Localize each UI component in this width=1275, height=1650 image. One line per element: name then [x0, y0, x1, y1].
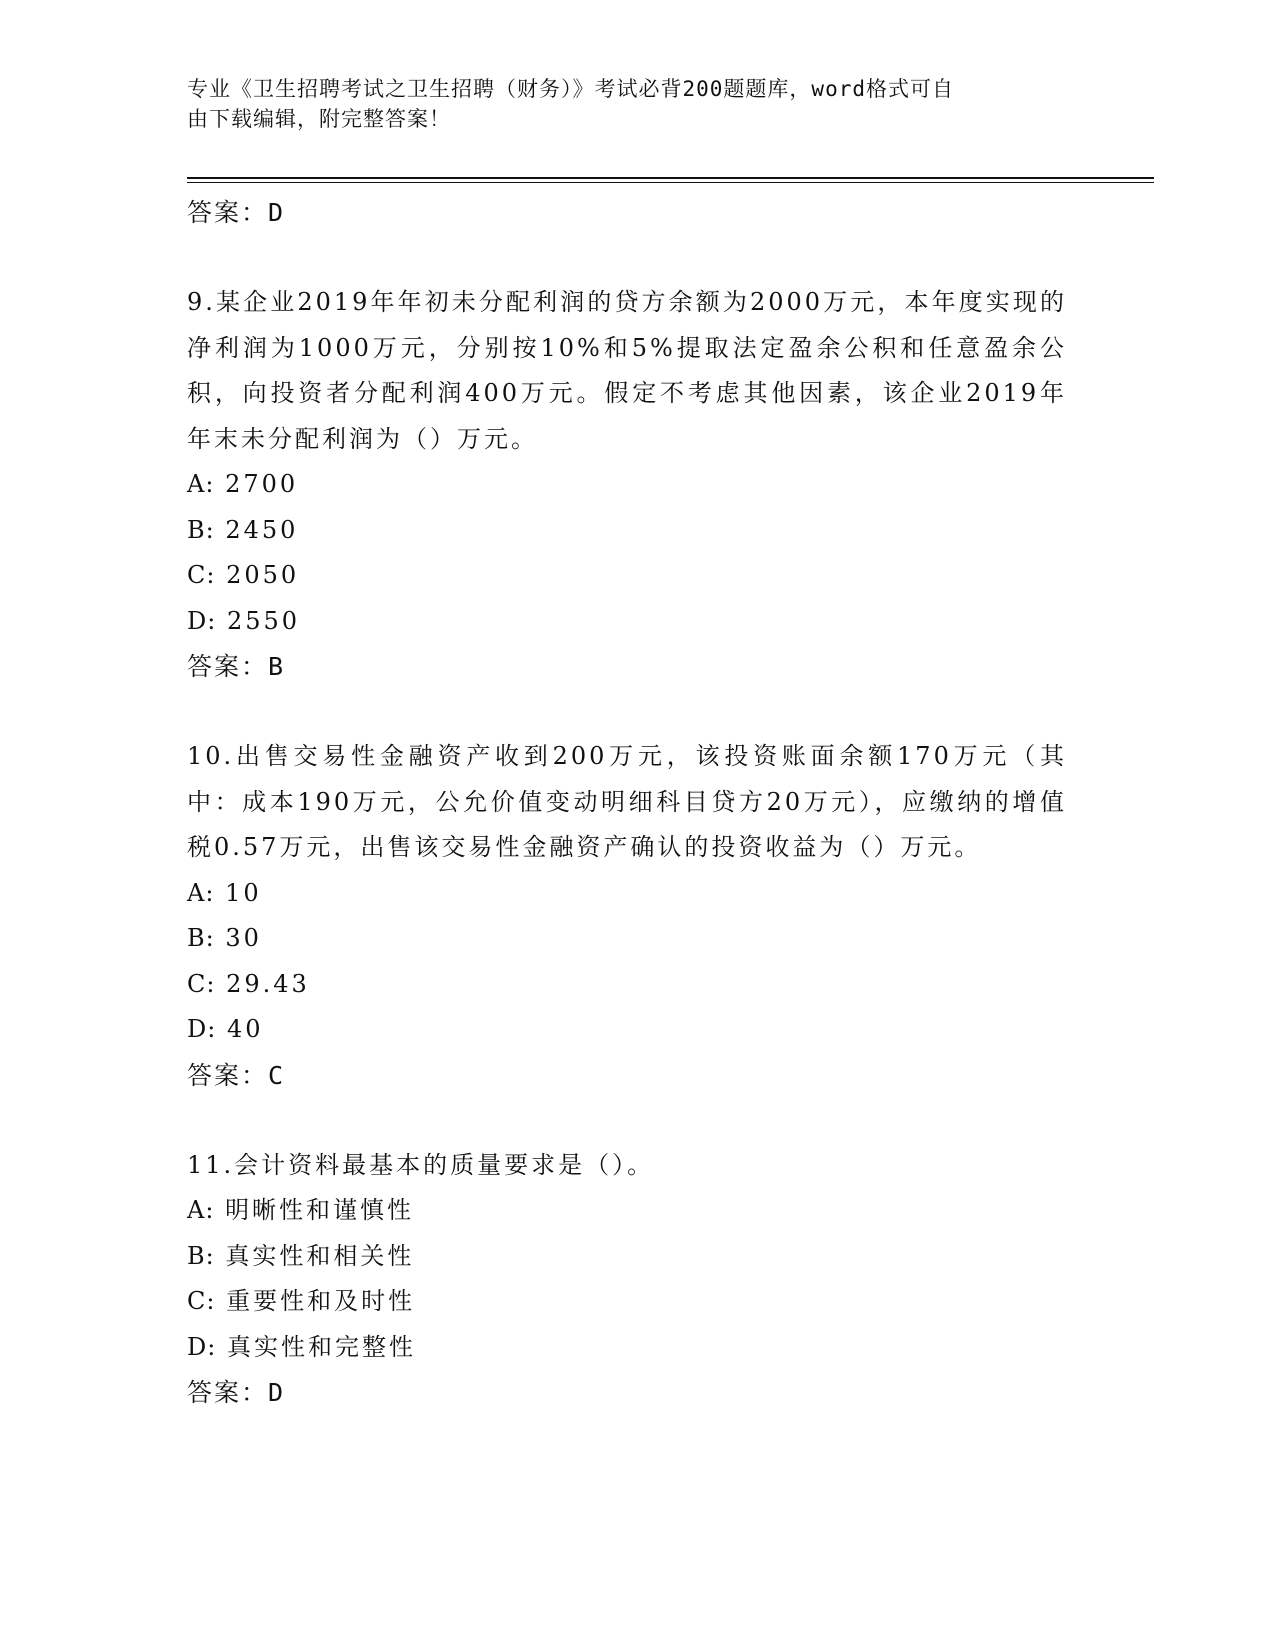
- option-letter: A:: [187, 1196, 215, 1224]
- answer-value: D: [268, 1378, 286, 1407]
- option-text: 2550: [226, 606, 301, 635]
- option-item: [187, 962, 1067, 1008]
- answer-value: C: [268, 1060, 286, 1090]
- question-text: 11.会计资料最基本的质量要求是（）。: [187, 1150, 655, 1179]
- answer-line: [187, 1370, 1067, 1416]
- option-letter: C:: [187, 969, 216, 998]
- option-text: 2450: [225, 515, 299, 544]
- option-text: 29.43: [226, 969, 310, 998]
- answer-label: 答案：: [187, 1060, 269, 1090]
- answer-line: [187, 1053, 1067, 1099]
- option-letter: B:: [187, 515, 215, 544]
- option-text: 明晰性和谨慎性: [225, 1196, 415, 1224]
- option-letter: C:: [187, 1287, 216, 1315]
- answer-label: 答案：: [187, 1378, 269, 1407]
- option-item: [187, 1234, 1067, 1280]
- option-text: 重要性和及时性: [226, 1287, 416, 1315]
- answer-value: D: [268, 198, 286, 227]
- question-text: 10.出售交易性金融资产收到200万元，该投资账面余额170万元（其中：成本190万元，公允价值变动明细科目贷方20万元），应缴纳的增值税0.57万元，出售该交易性金融资产确认的投资收益为（）万元。: [187, 742, 1067, 861]
- question-text: 9.某企业2019年年初未分配利润的贷方余额为2000万元，本年度实现的净利润为1000万元，分别按10%和5%提取法定盈余公积和任意盈余公积，向投资者分配利润400万元。假定不考虑其他因素，该企业2019年年末未分配利润为（）万元。: [187, 288, 1067, 453]
- header-line-1: 专业《卫生招聘考试之卫生招聘（财务）》考试必背200题题库，word格式可自: [187, 77, 954, 101]
- option-letter: D:: [187, 606, 217, 635]
- option-item: [187, 1325, 1067, 1371]
- option-text: 10: [225, 878, 262, 907]
- option-text: 2050: [226, 561, 300, 589]
- option-text: 30: [225, 924, 262, 952]
- answer-label: 答案：: [187, 652, 269, 681]
- option-text: 真实性和相关性: [225, 1241, 415, 1270]
- option-letter: D:: [187, 1332, 217, 1361]
- option-item: [187, 1188, 1067, 1234]
- option-item: [187, 508, 1067, 554]
- answer-label: 答案：: [187, 198, 269, 227]
- answer-value: B: [268, 652, 286, 681]
- option-text: 40: [226, 1015, 264, 1043]
- option-item: [187, 1007, 1067, 1053]
- option-item: [187, 553, 1067, 599]
- header-divider-thick: [187, 177, 1154, 179]
- option-item: [187, 462, 1067, 508]
- option-letter: D:: [187, 1015, 217, 1043]
- option-letter: C:: [187, 561, 216, 589]
- question-list: [187, 190, 1067, 1416]
- header-line-2: 由下载编辑，附完整答案！: [187, 107, 451, 131]
- option-text: 2700: [225, 470, 299, 498]
- header-divider-thin: [187, 182, 1154, 183]
- answer-line: [187, 644, 1067, 690]
- option-letter: A:: [187, 878, 215, 907]
- option-letter: A:: [187, 470, 215, 498]
- option-letter: B:: [187, 924, 215, 952]
- option-item: [187, 1279, 1067, 1325]
- option-item: [187, 599, 1067, 645]
- option-letter: B:: [187, 1241, 215, 1270]
- option-text: 真实性和完整性: [226, 1332, 416, 1361]
- answer-line: [187, 190, 1067, 236]
- option-item: [187, 871, 1067, 917]
- document-header: [187, 74, 1067, 134]
- option-item: [187, 916, 1067, 962]
